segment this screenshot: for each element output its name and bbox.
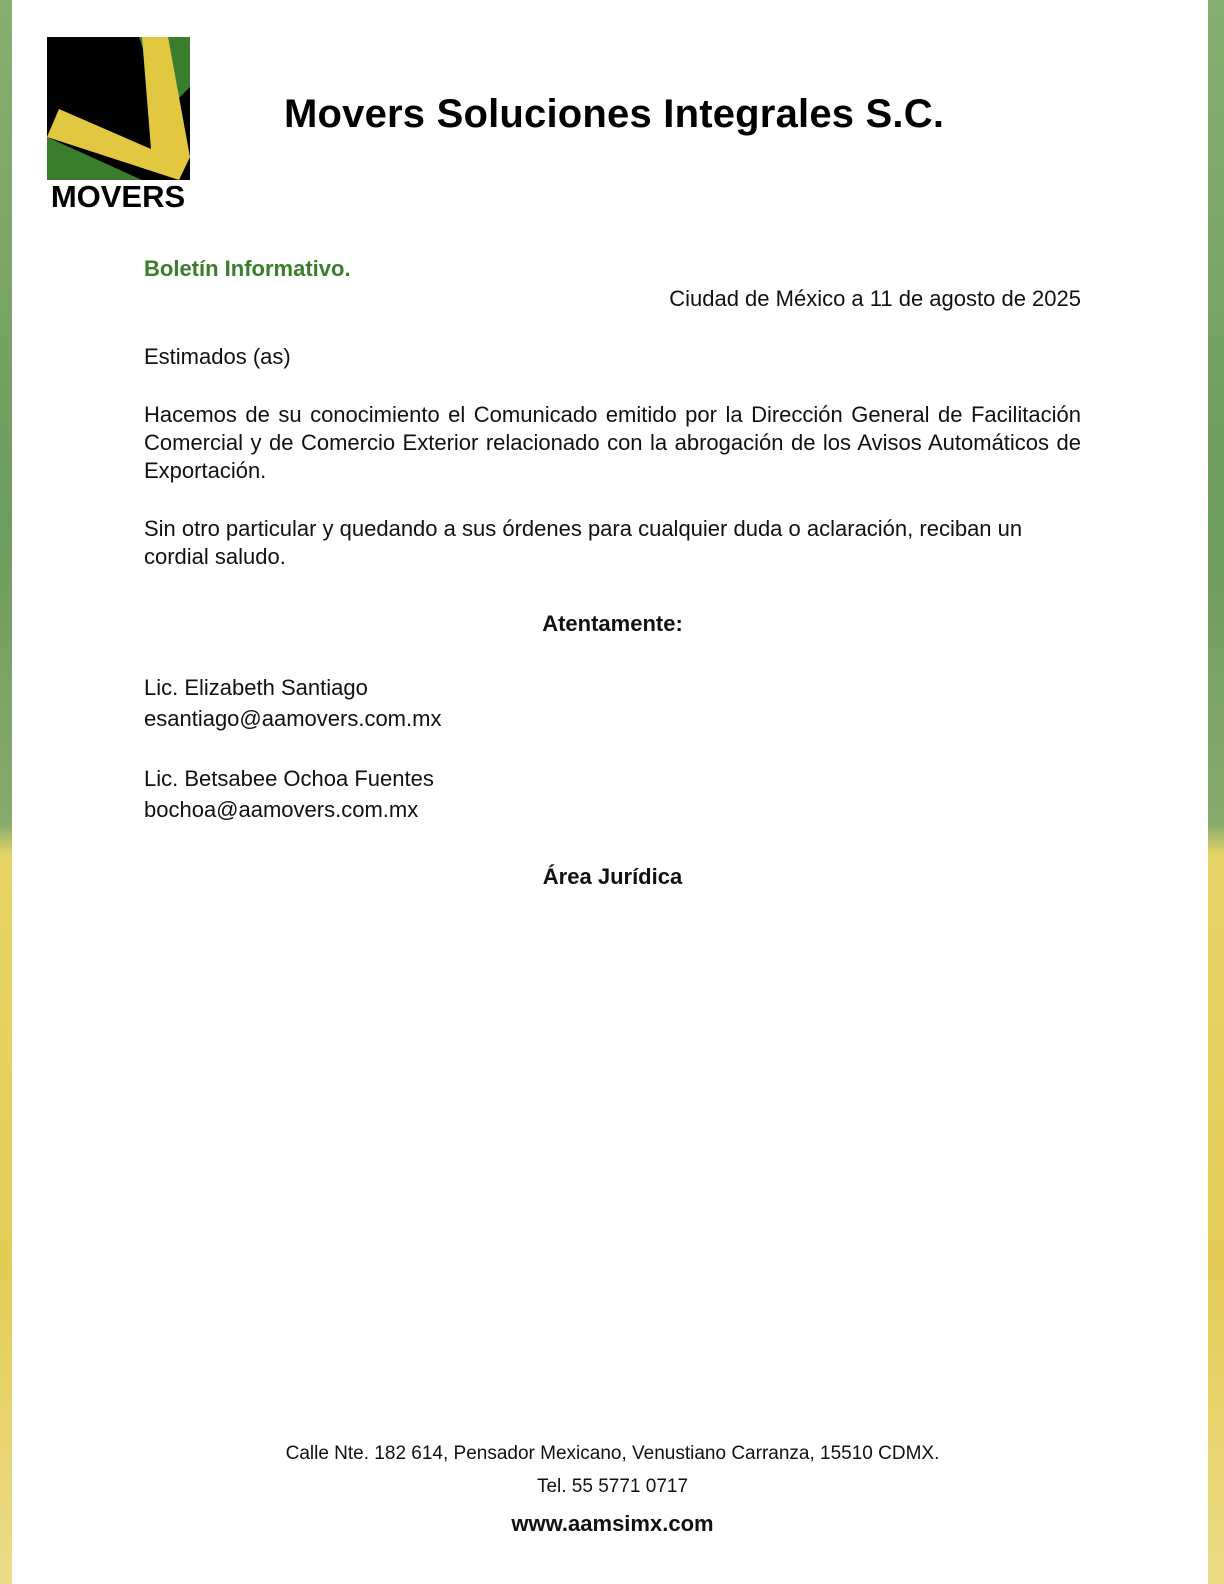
contact-block [144,763,434,825]
movers-logo [47,37,190,213]
contact-name: Lic. Betsabee Ochoa Fuentes [144,766,434,791]
footer-address: Calle Nte. 182 614, Pensador Mexicano, Venustiano Carranza, 15510 CDMX. [285,1443,940,1464]
body-paragraph-1: Hacemos de su conocimiento el Comunicado emitido por la Dirección General de Facilitación Comercial y de Comercio Exterior relacionado con la abrogación de los Avisos Automáticos de Exportación. [144,402,1081,483]
bulletin-label: Boletín Informativo. [144,256,351,281]
contact-name: Lic. Elizabeth Santiago [144,675,368,700]
contact-email[interactable]: esantiago@aamovers.com.mx [144,706,442,731]
footer-phone: Tel. 55 5771 0717 [536,1476,689,1497]
body-paragraph-2: Sin otro particular y quedando a sus órdenes para cualquier duda o aclaración, reciban un cordial saludo. [144,516,1023,569]
closing: Atentamente: [542,611,683,636]
company-name: Movers Soluciones Integrales S.C. [284,92,945,136]
greeting: Estimados (as) [144,344,291,369]
footer-website-link[interactable]: www.aamsimx.com [511,1511,714,1536]
department-signature: Área Jurídica [542,864,683,889]
logo-wordmark: MOVERS [50,179,186,213]
contact-email[interactable]: bochoa@aamovers.com.mx [144,797,419,822]
contact-block [144,672,441,734]
dateline: Ciudad de México a 11 de agosto de 2025 [669,286,1081,311]
